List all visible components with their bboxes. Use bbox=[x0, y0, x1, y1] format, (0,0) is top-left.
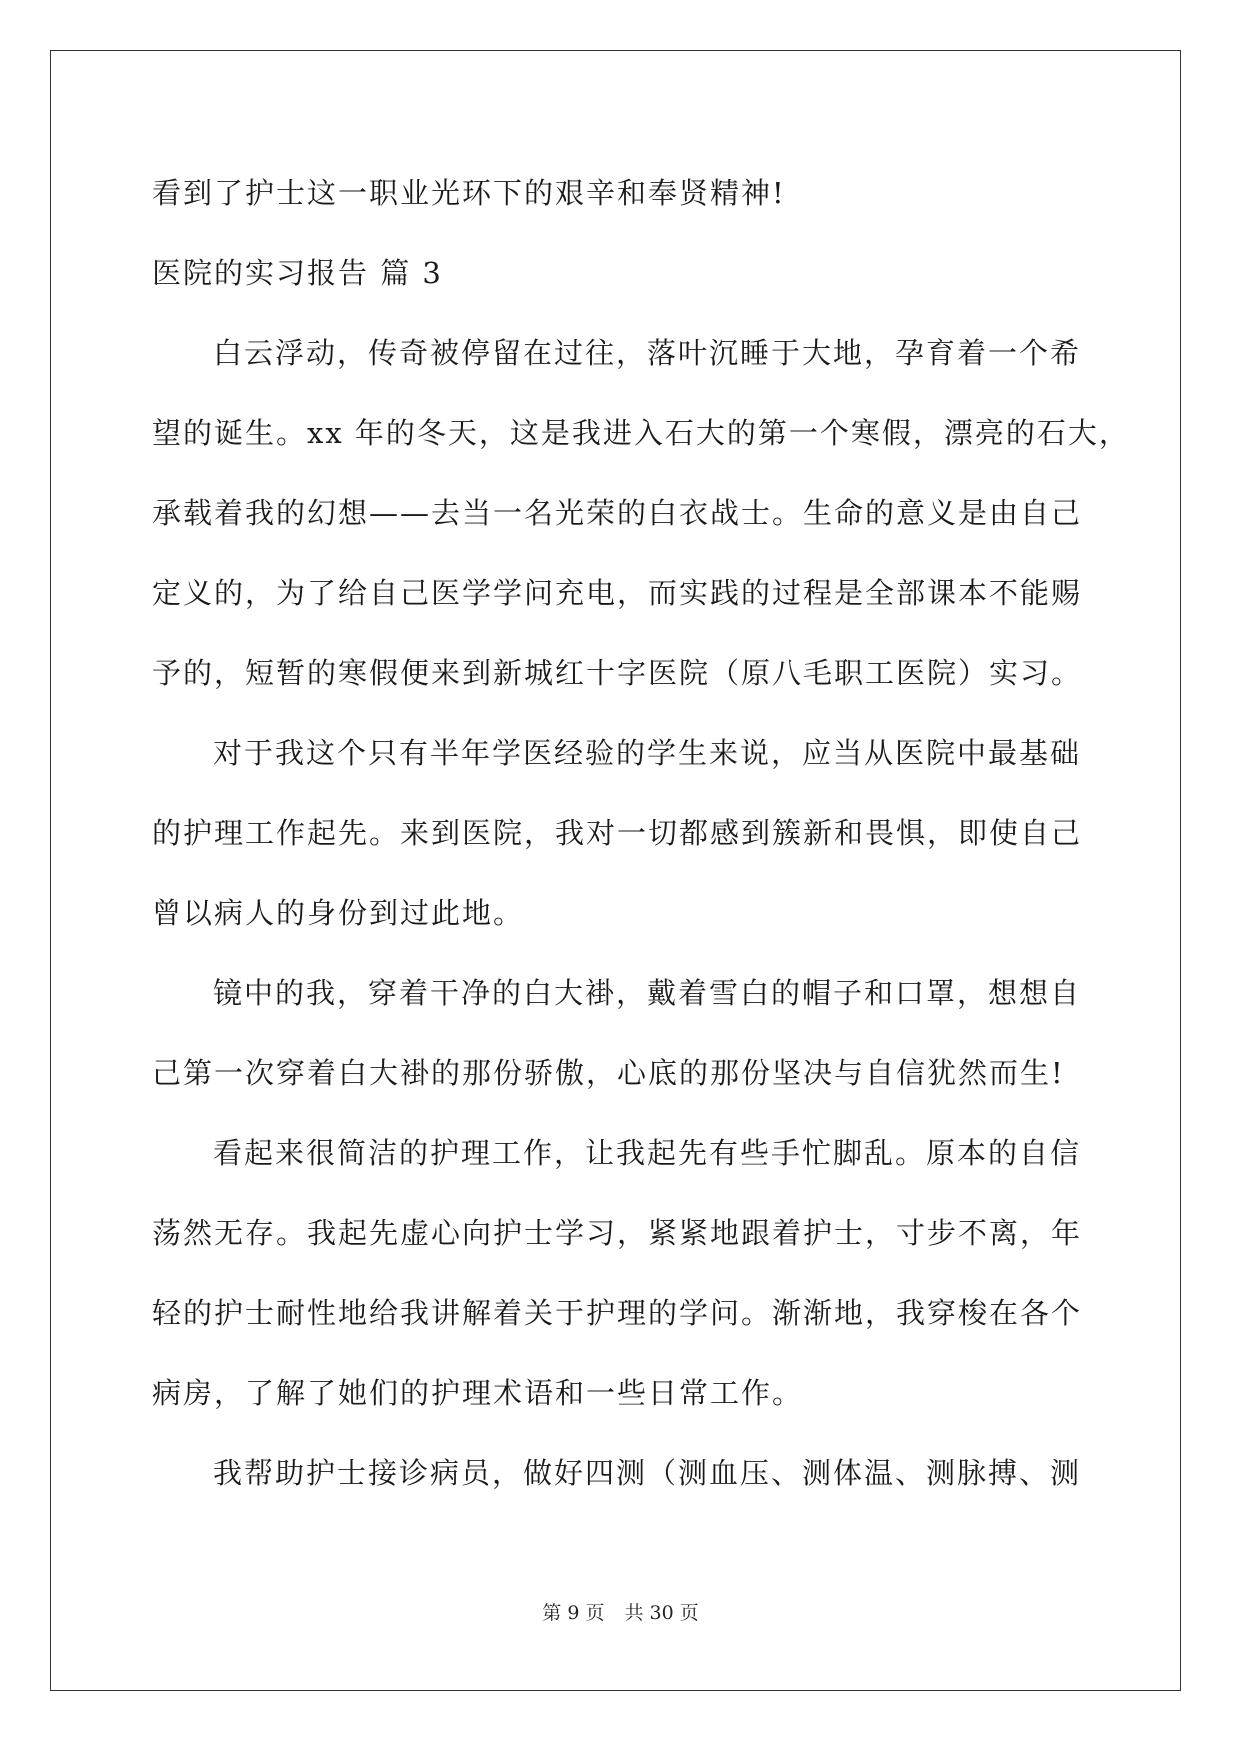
paragraph-line: 的护理工作起先。来到医院，我对一切都感到簇新和畏惧，即使自己 bbox=[152, 816, 1083, 850]
paragraph-line: 我帮助护士接诊病员，做好四测（测血压、测体温、测脉搏、测 bbox=[213, 1456, 1082, 1490]
paragraph-line: 定义的，为了给自己医学学问充电，而实践的过程是全部课本不能赐 bbox=[152, 576, 1083, 610]
paragraph-line: 荡然无存。我起先虚心向护士学习，紧紧地跟着护士，寸步不离，年 bbox=[152, 1216, 1083, 1250]
paragraph-line: 对于我这个只有半年学医经验的学生来说，应当从医院中最基础 bbox=[213, 736, 1082, 770]
paragraph-line: 予的，短暂的寒假便来到新城红十字医院（原八毛职工医院）实习。 bbox=[152, 656, 1083, 690]
paragraph-line: 看起来很简洁的护理工作，让我起先有些手忙脚乱。原本的自信 bbox=[213, 1136, 1082, 1170]
paragraph-line: 曾以病人的身份到过此地。 bbox=[152, 896, 525, 930]
page-total: 共 30 页 bbox=[624, 1602, 699, 1624]
paragraph-line: 白云浮动，传奇被停留在过往，落叶沉睡于大地，孕育着一个希 bbox=[213, 336, 1082, 370]
paragraph-line: 轻的护士耐性地给我讲解着关于护理的学问。渐渐地，我穿梭在各个 bbox=[152, 1296, 1083, 1330]
section-heading: 医院的实习报告 篇 3 bbox=[152, 256, 443, 290]
paragraph-line: 镜中的我，穿着干净的白大褂，戴着雪白的帽子和口罩，想想自 bbox=[213, 976, 1082, 1010]
paragraph-line: 病房，了解了她们的护理术语和一些日常工作。 bbox=[152, 1376, 804, 1410]
page-footer bbox=[0, 1598, 1241, 1625]
paragraph-line: 己第一次穿着白大褂的那份骄傲，心底的那份坚决与自信犹然而生! bbox=[152, 1056, 1065, 1090]
text-line: 看到了护士这一职业光环下的艰辛和奉贤精神! bbox=[152, 176, 786, 210]
page-border bbox=[50, 50, 1181, 1691]
paragraph-line: 望的诞生。xx 年的冬天，这是我进入石大的第一个寒假，漂亮的石大， bbox=[152, 416, 1130, 450]
paragraph-line: 承载着我的幻想——去当一名光荣的白衣战士。生命的意义是由自己 bbox=[152, 496, 1083, 530]
page-number: 第 9 页 bbox=[542, 1602, 605, 1624]
